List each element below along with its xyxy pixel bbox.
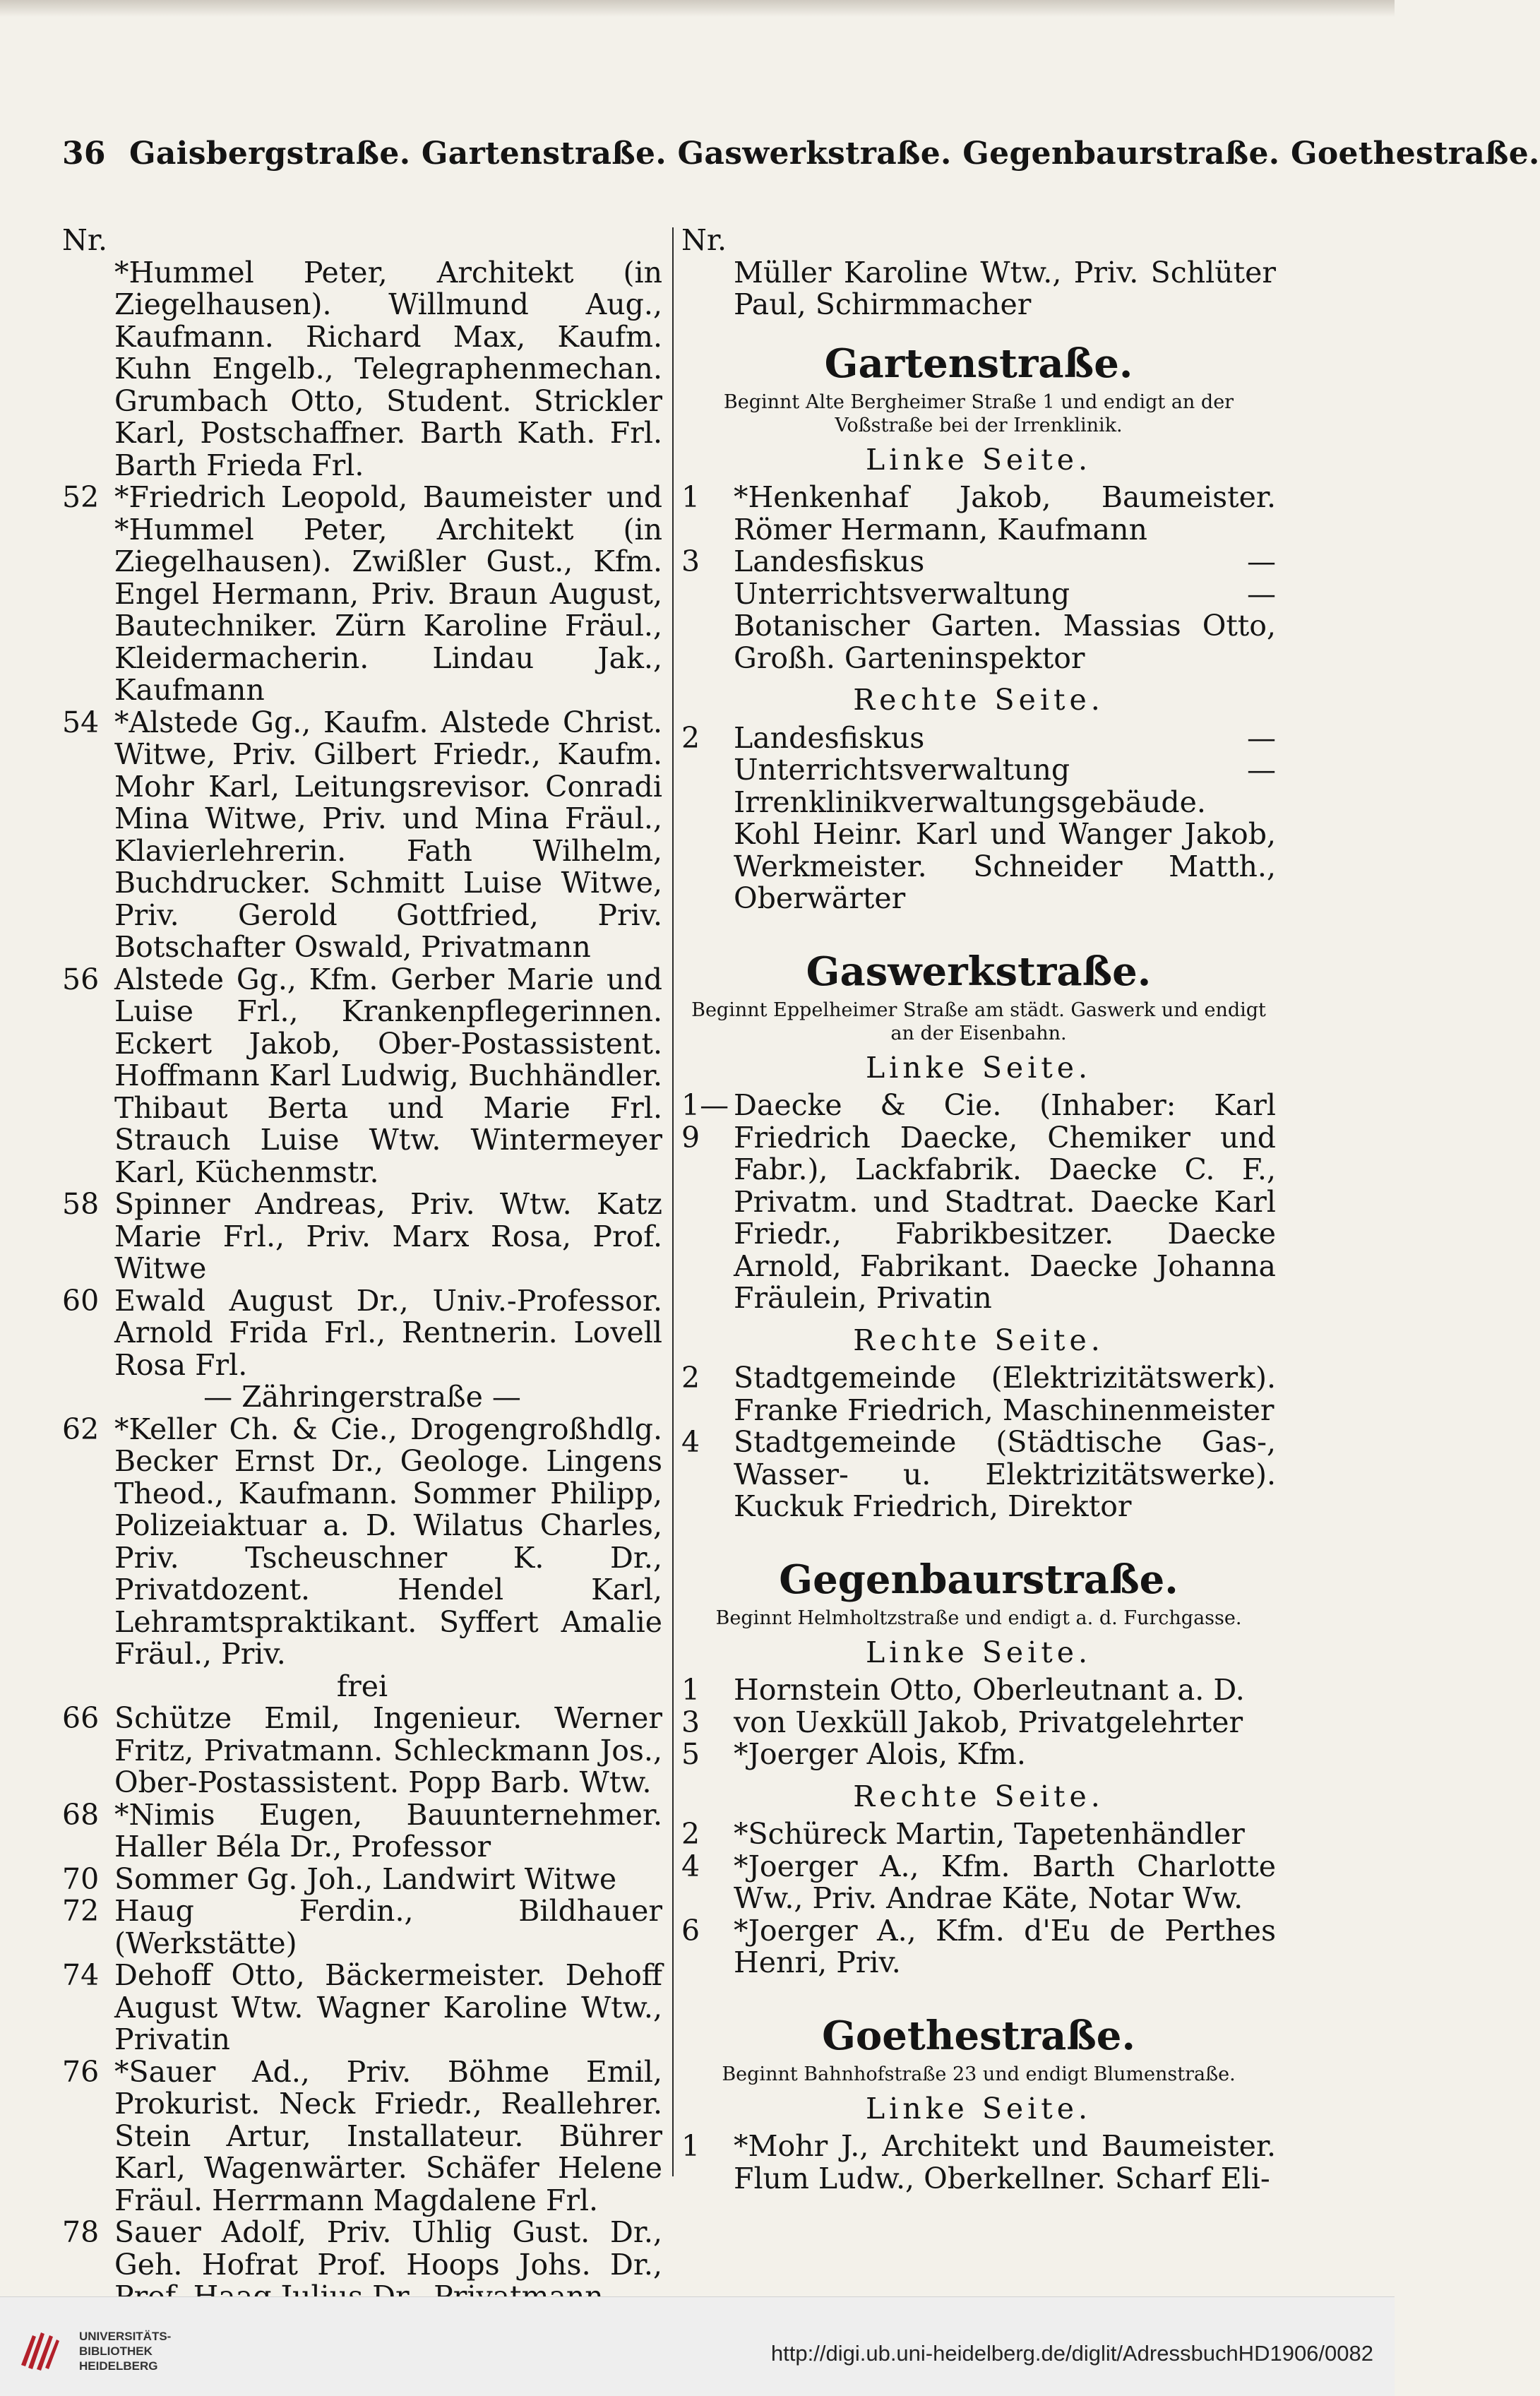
library-line: BIBLIOTHEK bbox=[79, 2344, 153, 2358]
residents: von Uexküll Jakob, Privatgelehrter bbox=[734, 1705, 1243, 1739]
residents: Stadtgemeinde (Elektrizitätswerk). Franke Friedrich, Maschinenmeister bbox=[734, 1361, 1276, 1427]
library-logo-icon bbox=[16, 2325, 65, 2375]
page-number: 36 bbox=[62, 136, 106, 172]
entry-52 bbox=[62, 482, 662, 707]
entry-62 bbox=[62, 1414, 662, 1671]
entry-74 bbox=[62, 1960, 662, 2056]
residents: *Mohr J., Architekt und Baumeister. Flum Ludw., Oberkellner. Scharf Eli- bbox=[734, 2129, 1276, 2195]
house-number: 66 bbox=[62, 1701, 100, 1735]
entry-gegenbaur-2 bbox=[681, 1818, 1276, 1851]
house-number: 2 bbox=[681, 720, 700, 755]
street-desc-goethestrasse: Beginnt Bahnhofstraße 23 und endigt Blumenstraße. bbox=[722, 2063, 1236, 2085]
house-number: 3 bbox=[681, 544, 700, 578]
residents: *Keller Ch. & Cie., Drogengroßhdlg. Becker Ernst Dr., Geologe. Lingens Theod., Kaufmann. Sommer Philipp, Polizeiaktuar a. D. Wilatus Charles, Priv. Tscheuschner K. Dr., Privatdozent. Hendel Karl, Lehramtspraktikant. Syffert Amalie Fräul., Priv. bbox=[114, 1412, 662, 1671]
library-name bbox=[79, 2329, 171, 2373]
residents: Landesfiskus — Unterrichtsverwaltung — Botanischer Garten. Massias Otto, Großh. Garteninspektor bbox=[734, 544, 1276, 675]
street-title-goethestrasse: Goethestraße. bbox=[822, 2012, 1135, 2059]
entry-70 bbox=[62, 1861, 662, 1896]
cross-street-label: — Zähringerstraße — bbox=[203, 1380, 521, 1414]
entry-56 bbox=[62, 964, 662, 1189]
residents: Dehoff Otto, Bäckermeister. Dehoff August Wtw. Wagner Karoline Wtw., Privatin bbox=[114, 1958, 662, 2056]
house-number: 60 bbox=[62, 1283, 100, 1318]
residents: Hornstein Otto, Oberleutnant a. D. bbox=[734, 1673, 1245, 1707]
house-number: 70 bbox=[62, 1861, 100, 1896]
residents: Daecke & Cie. (Inhaber: Karl Friedrich Daecke, Chemiker und Fabr.), Lackfabrik. Daecke C. F., Privatm. und Stadtrat. Daecke Karl Friedr., Fabrikbesitzer. Daecke Arnold, Fabrikant. Daecke Johanna Fräulein, Privatin bbox=[734, 1088, 1276, 1315]
house-number: 58 bbox=[62, 1187, 100, 1221]
street-title-gegenbaurstrasse: Gegenbaurstraße. bbox=[779, 1556, 1178, 1603]
house-number: 72 bbox=[62, 1894, 100, 1928]
entry-gegenbaur-3 bbox=[681, 1707, 1276, 1739]
house-number: 5 bbox=[681, 1737, 700, 1771]
house-number: 62 bbox=[62, 1412, 100, 1446]
nr-label-right: Nr. bbox=[681, 223, 727, 257]
house-number: 6 bbox=[681, 1913, 700, 1948]
side-label-left: Linke Seite. bbox=[865, 1050, 1092, 1085]
page-top-edge bbox=[0, 0, 1395, 17]
residents: Schütze Emil, Ingenieur. Werner Fritz, Privatmann. Schleckmann Jos., Ober-Postassistent. Popp Barb. Wtw. bbox=[114, 1701, 662, 1799]
entry-gaswerk-1-9 bbox=[681, 1090, 1276, 1315]
house-number: 56 bbox=[62, 962, 100, 996]
library-line: HEIDELBERG bbox=[79, 2359, 158, 2373]
side-label-left: Linke Seite. bbox=[865, 442, 1092, 477]
street-desc-gartenstrasse: Beginnt Alte Bergheimer Straße 1 und endigt an der Voßstraße bei der Irrenklinik. bbox=[723, 391, 1234, 436]
residents: *Joerger Alois, Kfm. bbox=[734, 1737, 1026, 1771]
entry-68 bbox=[62, 1799, 662, 1864]
entry-gaswerk-2 bbox=[681, 1362, 1276, 1426]
house-number: 4 bbox=[681, 1849, 700, 1883]
nr-label-left: Nr. bbox=[62, 223, 108, 257]
house-number: 76 bbox=[62, 2054, 100, 2089]
entry-60 bbox=[62, 1285, 662, 1382]
house-number: 74 bbox=[62, 1958, 100, 1992]
house-number: 1—9 bbox=[681, 1088, 729, 1155]
street-title-gartenstrasse: Gartenstraße. bbox=[824, 340, 1133, 387]
page-title: Gaisbergstraße. Gartenstraße. Gaswerkstraße. Gegenbaurstraße. Goethestraße. bbox=[129, 136, 1540, 172]
residents: Ewald August Dr., Univ.-Professor. Arnold Frida Frl., Rentnerin. Lovell Rosa Frl. bbox=[114, 1283, 662, 1382]
entry-goethe-1 bbox=[681, 2130, 1276, 2195]
right-top-continuation: Müller Karoline Wtw., Priv. Schlüter Paul, Schirmmacher bbox=[734, 255, 1276, 321]
source-url-link[interactable]: http://digi.ub.uni-heidelberg.de/diglit/AdressbuchHD1906/0082 bbox=[770, 2341, 1373, 2366]
house-number: 1 bbox=[681, 1673, 700, 1707]
residents: Haug Ferdin., Bildhauer (Werkstätte) bbox=[114, 1894, 662, 1960]
entry-gegenbaur-6 bbox=[681, 1915, 1276, 1979]
residents: Landesfiskus — Unterrichtsverwaltung — Irrenklinikverwaltungsgebäude. Kohl Heinr. Karl und Wanger Jakob, Werkmeister. Schneider Matth., Oberwärter bbox=[734, 720, 1276, 915]
residents: Sommer Gg. Joh., Landwirt Witwe bbox=[114, 1861, 617, 1896]
house-number: 1 bbox=[681, 480, 700, 514]
street-title-gaswerkstrasse: Gaswerkstraße. bbox=[806, 948, 1152, 995]
frei-label: frei bbox=[336, 1669, 388, 1703]
residents: *Alstede Gg., Kaufm. Alstede Christ. Witwe, Priv. Gilbert Friedr., Kaufm. Mohr Karl, Leitungsrevisor. Conradi Mina Witwe, Priv. und Mina Fräul., Klavierlehrerin. Fath Wilhelm, Buchdrucker. Schmitt Luise Witwe, Priv. Gerold Gottfried, Priv. Botschafter Oswald, Privatmann bbox=[114, 705, 662, 964]
house-number: 54 bbox=[62, 705, 100, 739]
residents: *Henkenhaf Jakob, Baumeister. Römer Hermann, Kaufmann bbox=[734, 480, 1276, 547]
residents: *Sauer Ad., Priv. Böhme Emil, Prokurist. Neck Friedr., Reallehrer. Stein Artur, Installateur. Bührer Karl, Wagenwärter. Schäfer Helene Fräul. Herrmann Magdalene Frl. bbox=[114, 2054, 662, 2217]
street-desc-gegenbaurstrasse: Beginnt Helmholtzstraße und endigt a. d. Furchgasse. bbox=[715, 1607, 1242, 1629]
house-number: 68 bbox=[62, 1797, 100, 1832]
entry-garten-3 bbox=[681, 546, 1276, 674]
residents: *Joerger A., Kfm. d'Eu de Perthes Henri, Priv. bbox=[734, 1913, 1276, 1979]
library-line: UNIVERSITÄTS- bbox=[79, 2330, 172, 2343]
entry-72 bbox=[62, 1895, 662, 1960]
footer-bar bbox=[0, 2296, 1395, 2396]
residents: Stadtgemeinde (Städtische Gas-, Wasser- u. Elektrizitätswerke). Kuckuk Friedrich, Direktor bbox=[734, 1425, 1276, 1523]
house-number: 52 bbox=[62, 480, 100, 514]
side-label-right: Rechte Seite. bbox=[853, 683, 1104, 717]
entry-garten-2 bbox=[681, 722, 1276, 915]
entry-58 bbox=[62, 1188, 662, 1285]
entry-gegenbaur-5 bbox=[681, 1739, 1276, 1771]
entry-garten-1 bbox=[681, 482, 1276, 546]
right-column bbox=[681, 225, 1276, 2195]
residents: *Joerger A., Kfm. Barth Charlotte Ww., Priv. Andrae Käte, Notar Ww. bbox=[734, 1849, 1276, 1915]
house-number: 2 bbox=[681, 1817, 700, 1851]
left-top-continuation: *Hummel Peter, Architekt (in Ziegelhausen). Willmund Aug., Kaufmann. Richard Max, Kaufm. Kuhn Engelb., Telegraphenmechan. Grumbach Otto, Student. Strickler Karl, Postschaffner. Barth Kath. Frl. Barth Frieda Frl. bbox=[114, 255, 662, 482]
house-number: 2 bbox=[681, 1361, 700, 1395]
side-label-right: Rechte Seite. bbox=[853, 1779, 1104, 1813]
street-desc-gaswerkstrasse: Beginnt Eppelheimer Straße am städt. Gaswerk und endigt an der Eisenbahn. bbox=[691, 999, 1266, 1044]
entry-gaswerk-4 bbox=[681, 1426, 1276, 1523]
residents: Alstede Gg., Kfm. Gerber Marie und Luise Frl., Krankenpflegerinnen. Eckert Jakob, Ober-Postassistent. Hoffmann Karl Ludwig, Buchhändler. Thibaut Berta und Marie Frl. Strauch Luise Wtw. Wintermeyer Karl, Küchenmstr. bbox=[114, 962, 662, 1189]
left-column bbox=[62, 225, 662, 2313]
residents: Spinner Andreas, Priv. Wtw. Katz Marie Frl., Priv. Marx Rosa, Prof. Witwe bbox=[114, 1187, 662, 1285]
entry-gegenbaur-1 bbox=[681, 1674, 1276, 1707]
column-divider bbox=[672, 227, 674, 2176]
house-number: 4 bbox=[681, 1425, 700, 1459]
house-number: 78 bbox=[62, 2215, 100, 2249]
side-label-left: Linke Seite. bbox=[865, 1635, 1092, 1669]
entry-54 bbox=[62, 707, 662, 964]
residents: Sauer Adolf, Priv. Uhlig Gust. Dr., Geh. Hofrat Prof. Hoops Johs. Dr., bbox=[114, 2215, 662, 2282]
entry-gegenbaur-4 bbox=[681, 1851, 1276, 1915]
house-number: 1 bbox=[681, 2129, 700, 2163]
side-label-right: Rechte Seite. bbox=[853, 1323, 1104, 1357]
house-number: 3 bbox=[681, 1705, 700, 1739]
residents: *Nimis Eugen, Bauunternehmer. Haller Béla Dr., Professor bbox=[114, 1797, 662, 1864]
residents: *Schüreck Martin, Tapetenhändler bbox=[734, 1817, 1245, 1851]
entry-76 bbox=[62, 2056, 662, 2217]
entry-66 bbox=[62, 1703, 662, 1799]
residents: *Friedrich Leopold, Baumeister und *Hummel Peter, Architekt (in Ziegelhausen). Zwißler Gust., Kfm. Engel Hermann, Priv. Braun August, Bautechniker. Zürn Karoline Fräul., Kleidermacherin. Lindau Jak., Kaufmann bbox=[114, 480, 662, 707]
page-header bbox=[62, 136, 1540, 172]
side-label-left: Linke Seite. bbox=[865, 2091, 1092, 2126]
